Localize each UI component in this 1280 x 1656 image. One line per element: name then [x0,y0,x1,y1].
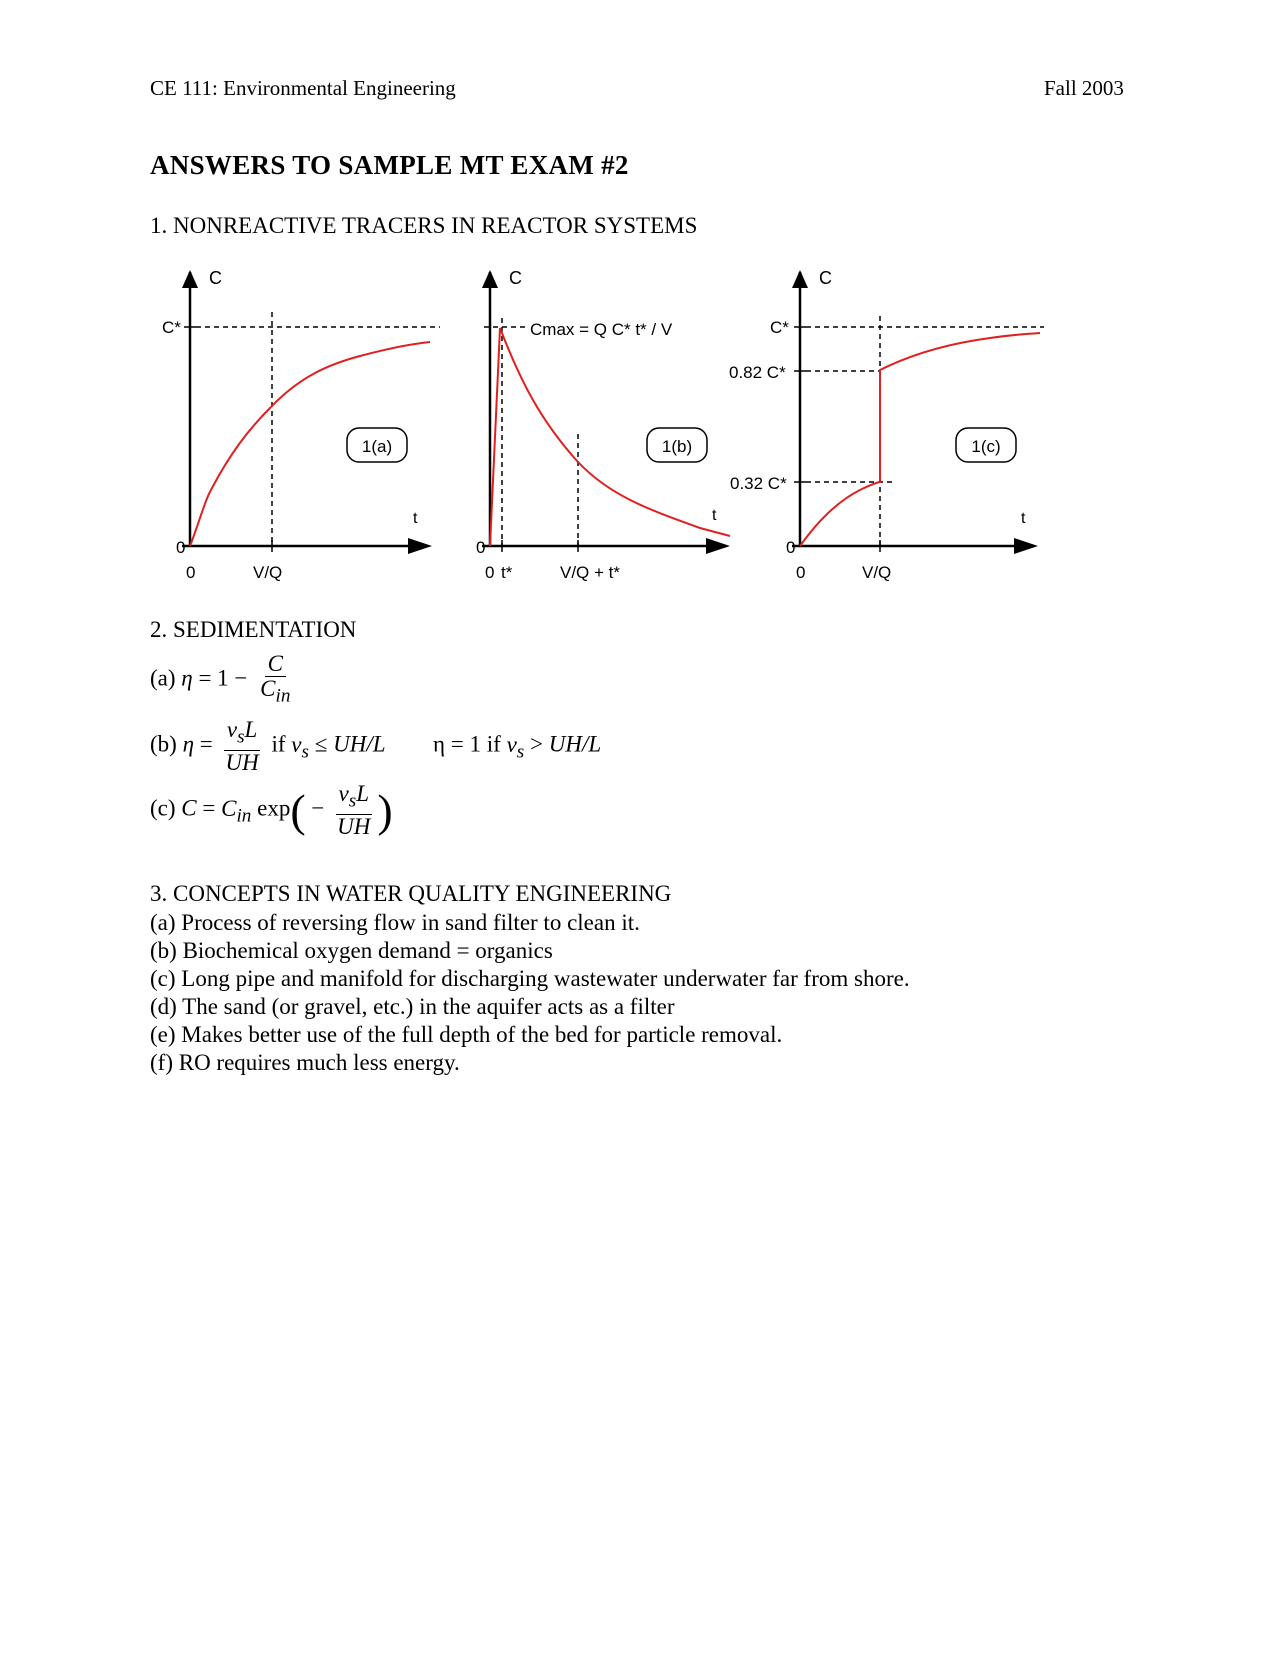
eq-c-lhs: C [181,795,197,821]
eq-c-fraction [334,782,373,839]
plot-1c-082-label: 0.82 C* [729,363,786,382]
eq-a-eta: η [181,665,193,691]
eq-b-num-L: L [244,717,258,742]
plot-1c-cstar-label: C* [770,318,789,337]
list-item: (f) RO requires much less energy. [150,1050,460,1075]
eq-b-cond-v: v [291,731,302,757]
plot-1b-x-axis-label: t [712,507,717,524]
eq-c-minus: − [311,795,325,821]
eq-c-cin-sub: in [236,805,252,827]
eq-a-den-sub: in [275,685,291,707]
eq-b-alt: η = 1 if [433,731,501,757]
eq-b-prefix: (b) [150,731,177,757]
eq-b-num-v: v [226,717,238,742]
eq-b-cond-rhs: UH/L [333,731,386,757]
eq-a-den: C [260,676,276,701]
plot-1a-label: 1(a) [361,437,393,456]
plot-1a-y-axis-label: C [209,268,222,288]
eq-b-if: if [271,731,286,757]
eq-a-prefix: (a) [150,665,176,691]
plot-1c-y-zero: 0 [786,538,796,557]
plot-1b [476,268,730,582]
section3-list [150,909,910,1077]
list-item: (d) The sand (or gravel, etc.) in the aquifer acts as a filter [150,994,675,1019]
eq-b-equals: = [199,731,213,757]
list-item: (b) Biochemical oxygen demand = organics [150,938,553,963]
plot-1c-label: 1(c) [971,437,1001,456]
plot-1b-cmax-label: Cmax = Q C* t* / V [530,320,673,339]
eq-c-den: UH [337,813,371,839]
eq-b-alt-op: > [530,731,543,757]
plot-1c-y-axis-label: C [819,268,832,288]
plot-1b-tstar-label: t* [501,563,513,582]
plot-1c-x-zero: 0 [796,563,806,582]
plot-1a-cstar-label: C* [162,318,181,337]
eq-b-cond-s: s [301,741,309,763]
plot-1a-y-zero: 0 [176,538,186,557]
plot-1c-x-arrow [1014,538,1038,554]
tracer-plots [0,0,1280,600]
section1-heading: 1. NONREACTIVE TRACERS IN REACTOR SYSTEMS [150,213,698,238]
eq-c-num-L: L [356,781,369,806]
plot-1c-vq-label: V/Q [862,563,892,582]
list-item: (c) Long pipe and manifold for discharging wastewater underwater far from shore. [150,966,910,991]
eq-c-equals: = [202,795,216,821]
plot-1b-x-arrow [706,538,730,554]
list-item: (e) Makes better use of the full depth of the bed for particle removal. [150,1022,783,1047]
equation-c: (c) $C = C_{in}$ exp( − $\frac{v_sL}{UH}$ ) [150,781,393,839]
eq-a-num: C [265,652,286,677]
plot-1a [162,268,440,582]
plot-1c-x-axis-label: t [1021,510,1026,527]
eq-c-cin: C [221,795,237,821]
plot-1b-y-zero: 0 [476,538,486,557]
eq-a-rhs: = 1 − [198,665,248,691]
page-title: ANSWERS TO SAMPLE MT EXAM #2 [150,150,629,180]
eq-b-alt-s: s [516,741,525,763]
eq-b-cond-op: ≤ [314,731,328,757]
section3-heading: 3. CONCEPTS IN WATER QUALITY ENGINEERING [150,881,672,906]
eq-a-fraction [257,652,293,709]
plot-1a-x-zero: 0 [186,563,196,582]
plot-1a-y-arrow [182,270,198,288]
plot-1b-label: 1(b) [661,437,693,456]
plot-1b-y-arrow [482,270,498,288]
eq-c-exp: exp [257,795,291,821]
plot-1b-x-zero: 0 [485,563,495,582]
section2-heading: 2. SEDIMENTATION [150,617,357,642]
plot-1b-vq-label: V/Q + t* [560,563,620,582]
eq-c-num-v: v [338,781,349,806]
plot-1c-032-label: 0.32 C* [730,474,787,493]
eq-b-num-s: s [237,726,245,748]
equation-a [150,652,297,709]
plot-1c-y-arrow [792,270,808,288]
eq-b-alt-v: v [506,731,517,757]
plot-1b-y-axis-label: C [509,268,522,288]
equation-b [150,718,601,775]
eq-b-fraction [222,718,261,775]
plot-1a-x-axis-label: t [413,510,418,527]
term-label: Fall 2003 [1044,76,1124,100]
eq-b-eta: η [182,731,194,757]
eq-b-alt-rhs: UH/L [548,731,602,757]
eq-c-prefix: (c) [150,795,176,821]
eq-c-num-s: s [348,790,357,812]
plot-1c [729,268,1044,582]
list-item: (a) Process of reversing flow in sand filter to clean it. [150,910,640,935]
course-title: CE 111: Environmental Engineering [150,76,456,100]
plot-1a-vq-label: V/Q [253,563,283,582]
eq-b-den: UH [225,749,259,775]
plot-1a-x-arrow [408,538,432,554]
